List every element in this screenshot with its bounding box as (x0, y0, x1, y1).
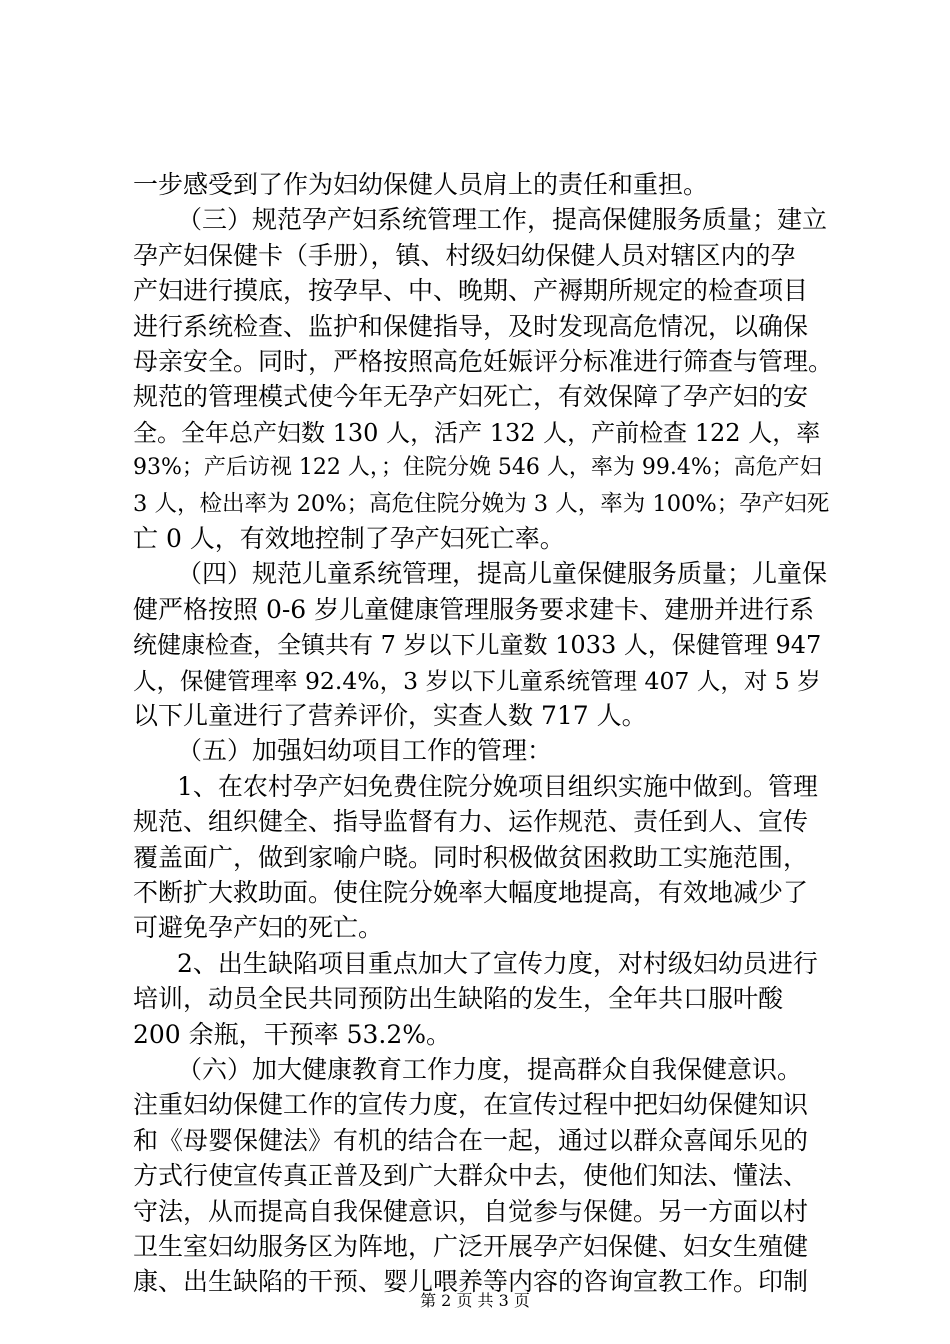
text-line: 3 人，检出率为 20%；高危住院分娩为 3 人，率为 100%；孕产妇死 (133, 491, 830, 517)
page-number-footer: 第 2 页 共 3 页 (420, 1291, 530, 1310)
text-line: 覆盖面广，做到家喻户晓。同时积极做贫困救助工实施范围， (133, 843, 809, 872)
text-line: 方式行使宣传真正普及到广大群众中去，使他们知法、懂法、 (133, 1161, 809, 1190)
text-line: （三）规范孕产妇系统管理工作，提高保健服务质量；建立 (177, 205, 828, 234)
text-line: 不断扩大救助面。使住院分娩率大幅度地提高，有效地减少了 (133, 878, 809, 907)
text-line: 健严格按照 0-6 岁儿童健康管理服务要求建卡、建册并进行系 (133, 595, 815, 624)
text-line: （四）规范儿童系统管理，提高儿童保健服务质量；儿童保 (177, 559, 828, 588)
text-line: 孕产妇保健卡（手册），镇、村级妇幼保健人员对辖区内的孕 (133, 241, 796, 270)
text-line: 统健康检查，全镇共有 7 岁以下儿童数 1033 人，保健管理 947 (133, 631, 822, 659)
text-line: 产妇进行摸底，按孕早、中、晚期、产褥期所规定的检查项目 (133, 276, 809, 305)
text-line: 进行系统检查、监护和保健指导，及时发现高危情况，以确保 (133, 312, 809, 341)
text-line: 人，保健管理率 92.4%，3 岁以下儿童系统管理 407 人，对 5 岁 (133, 667, 821, 695)
text-line: 注重妇幼保健工作的宣传力度，在宣传过程中把妇幼保健知识 (133, 1090, 809, 1119)
text-line: （五）加强妇幼项目工作的管理： (177, 736, 553, 765)
text-line: 规范的管理模式使今年无孕产妇死亡，有效保障了孕产妇的安 (133, 382, 809, 411)
text-line: 全。全年总产妇数 130 人，活产 132 人，产前检查 122 人，率 (133, 419, 821, 447)
text-line: 母亲安全。同时，严格按照高危妊娠评分标准进行筛查与管理。 (133, 347, 834, 376)
text-line: 可避免孕产妇的死亡。 (133, 913, 384, 942)
text-line: 守法，从而提高自我保健意识，自觉参与保健。另一方面以村 (133, 1197, 809, 1226)
text-line: 1、在农村孕产妇免费住院分娩项目组织实施中做到。管理 (177, 772, 818, 801)
text-line: 卫生室妇幼服务区为阵地，广泛开展孕产妇保健、妇女生殖健 (133, 1232, 809, 1261)
text-line: 规范、组织健全、指导监督有力、运作规范、责任到人、宣传 (133, 807, 809, 836)
text-line: 2、出生缺陷项目重点加大了宣传力度，对村级妇幼员进行 (177, 949, 818, 978)
text-line: 培训，动员全民共同预防出生缺陷的发生，全年共口服叶酸 (133, 984, 784, 1013)
text-line: 93%；产后访视 122 人，；住院分娩 546 人，率为 99.4%；高危产妇 (133, 455, 822, 480)
text-line: 康、出生缺陷的干预、婴儿喂养等内容的咨询宣教工作。印制 (133, 1267, 809, 1296)
text-line: 200 余瓶，干预率 53.2%。 (133, 1020, 452, 1049)
text-line: （六）加大健康教育工作力度，提高群众自我保健意识。 (177, 1055, 803, 1084)
text-line: 和《母婴保健法》有机的结合在一起，通过以群众喜闻乐见的 (133, 1126, 809, 1155)
text-line: 一步感受到了作为妇幼保健人员肩上的责任和重担。 (133, 170, 709, 199)
text-line: 以下儿童进行了营养评价，实查人数 717 人。 (133, 701, 647, 730)
text-line: 亡 0 人，有效地控制了孕产妇死亡率。 (133, 524, 565, 553)
